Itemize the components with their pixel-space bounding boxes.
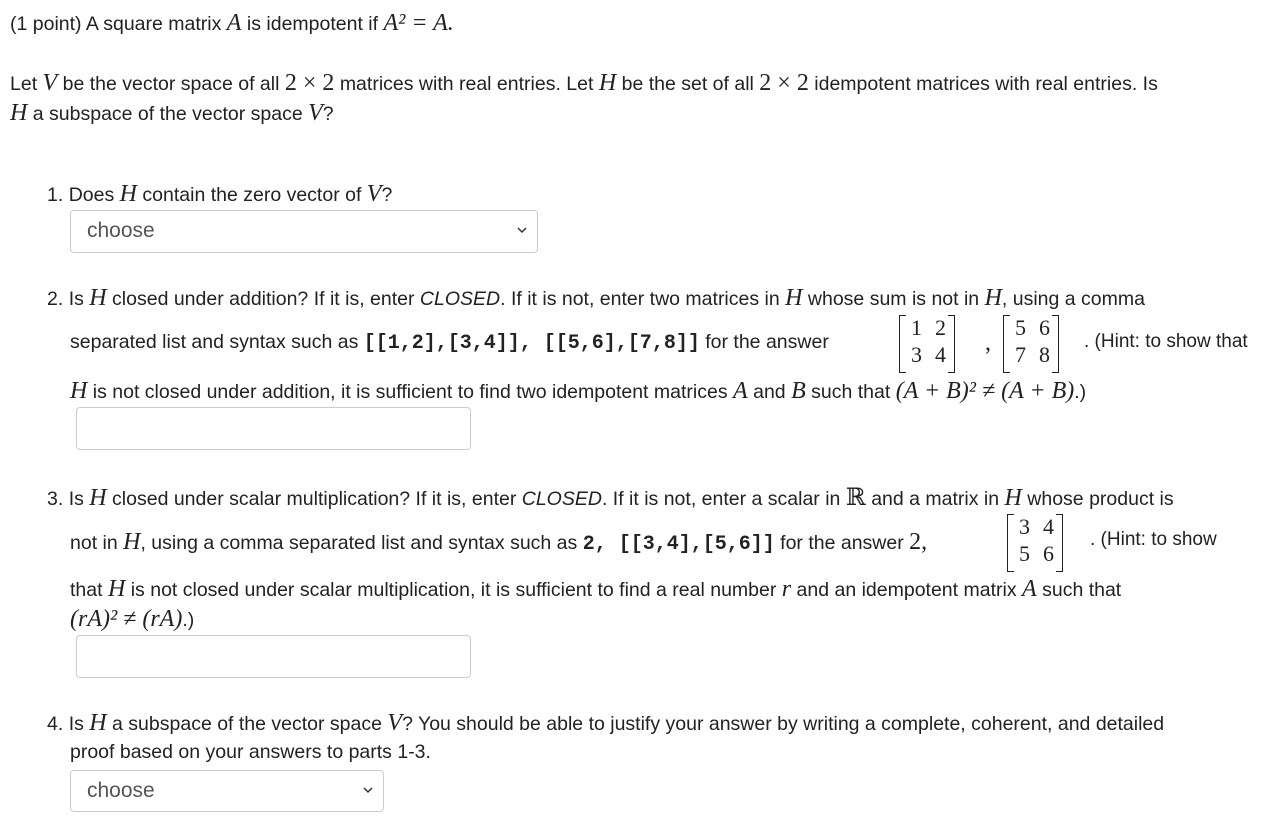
question-mark: ?	[322, 103, 334, 125]
example-matrix-1	[899, 315, 955, 373]
setup-line-1	[10, 70, 1158, 97]
q3-text: for the answer	[780, 532, 904, 554]
definition-text-2: is idempotent if	[246, 13, 379, 35]
question-3-line-1	[47, 483, 1174, 512]
symbol-h: H	[1004, 485, 1022, 511]
syntax-example: [[1,2],[3,4]], [[5,6],[7,8]]	[363, 332, 700, 355]
q2-text: closed under addition? If it is, enter	[112, 288, 415, 310]
question-number: 4.	[47, 713, 64, 735]
dimension-2x2: 2 × 2	[759, 70, 809, 96]
symbol-h: H	[70, 378, 88, 404]
q4-text: a subspace of the vector space	[112, 713, 382, 735]
real-numbers-symbol: ℝ	[845, 485, 866, 511]
symbol-v: V	[366, 181, 382, 207]
symbol-h: H	[123, 529, 141, 555]
question-1-text	[47, 181, 392, 208]
example-matrix-2	[1003, 315, 1059, 373]
matrix-entry: 6	[1039, 315, 1050, 340]
setup-text: Let	[10, 73, 38, 95]
q3-text: and an idempotent matrix	[796, 579, 1017, 601]
question-number: 2.	[47, 288, 64, 310]
example-matrix-3	[1007, 514, 1063, 572]
q2-text: .)	[1074, 381, 1087, 403]
symbol-v: V	[42, 70, 58, 96]
symbol-h: H	[89, 285, 107, 311]
question-2-line-1	[47, 285, 1145, 312]
points-label: (1 point)	[10, 13, 82, 35]
symbol-h: H	[10, 100, 28, 126]
matrix-entry: 3	[1019, 514, 1030, 539]
q2-text: is not closed under addition, it is sufficient to find two idempotent matrices	[92, 381, 728, 403]
setup-line-2	[10, 100, 334, 127]
matrix-entry: 5	[1019, 541, 1030, 566]
q3-text: such that	[1042, 579, 1122, 601]
addition-formula: (A + B)² ≠ (A + B)	[895, 378, 1075, 404]
symbol-h: H	[984, 285, 1002, 311]
scalar-formula: (rA)² ≠ (rA)	[70, 606, 183, 632]
symbol-r: r	[781, 576, 792, 602]
setup-text: be the vector space of all	[62, 73, 280, 95]
setup-text: matrices with real entries. Let	[339, 73, 594, 95]
symbol-h: H	[598, 70, 617, 96]
q3-text: not in	[70, 532, 118, 554]
question-2-line-3	[70, 378, 1086, 405]
symbol-h: H	[89, 485, 107, 511]
matrix-entry: 8	[1039, 342, 1050, 367]
question-3-line-2	[70, 529, 927, 556]
symbol-h: H	[119, 181, 137, 207]
definition-text: A square matrix	[85, 13, 222, 35]
syntax-example: 2, [[3,4],[5,6]]	[582, 533, 775, 556]
symbol-a: A	[733, 378, 748, 404]
matrix-symbol: A	[226, 10, 242, 36]
q2-text: . If it is not, enter two matrices in	[500, 288, 780, 310]
q3-text: and a matrix in	[871, 488, 1000, 510]
q1-text: Does	[68, 184, 115, 206]
q2-text: and	[753, 381, 786, 403]
q2-text: , using a comma	[1001, 288, 1145, 310]
matrix-comma: ,	[985, 330, 991, 356]
closed-keyword: CLOSED	[521, 488, 602, 510]
matrix-entry: 6	[1043, 541, 1054, 566]
q1-select-value: choose	[87, 219, 155, 242]
matrix-entry: 4	[935, 342, 946, 367]
symbol-v: V	[308, 100, 323, 126]
question-3-line-3	[70, 576, 1121, 603]
scalar-example: 2,	[909, 529, 928, 555]
q4-select-value: choose	[87, 779, 155, 802]
q3-hint-start: . (Hint: to show	[1090, 529, 1217, 550]
question-mark: ?	[381, 184, 393, 206]
symbol-h: H	[107, 576, 126, 602]
q4-text: Is	[68, 713, 84, 735]
q3-text: closed under scalar multiplication? If it is, enter	[112, 488, 517, 510]
q1-select[interactable]	[70, 210, 538, 253]
matrix-entry: 7	[1015, 342, 1026, 367]
q2-text: whose sum is not in	[807, 288, 980, 310]
dimension-2x2: 2 × 2	[284, 70, 335, 96]
q3-text: , using a comma separated list and syntax such as	[140, 532, 578, 554]
matrix-entry: 4	[1043, 514, 1054, 539]
symbol-a: A	[1022, 576, 1037, 602]
question-number: 3.	[47, 488, 64, 510]
question-number: 1.	[47, 184, 64, 206]
matrix-entry: 3	[911, 342, 922, 367]
intro-line	[10, 10, 454, 37]
setup-text: a subspace of the vector space	[32, 103, 303, 125]
q4-select[interactable]	[70, 770, 384, 812]
q2-text: separated list and syntax such as	[70, 331, 359, 353]
idempotent-formula: A² = A.	[383, 10, 454, 36]
q2-text: Is	[68, 288, 84, 310]
symbol-v: V	[387, 710, 403, 736]
matrix-entry: 1	[911, 315, 922, 340]
q3-text: whose product is	[1027, 488, 1174, 510]
symbol-h: H	[785, 285, 803, 311]
matrix-entry: 5	[1015, 315, 1026, 340]
question-4-line-1	[47, 710, 1164, 737]
matrix-entry: 2	[935, 315, 946, 340]
question-4-line-2: proof based on your answers to parts 1-3.	[70, 741, 431, 763]
q1-text: contain the zero vector of	[142, 184, 362, 206]
q3-answer-input[interactable]	[76, 635, 471, 678]
q3-text: that	[70, 579, 103, 601]
q2-text: such that	[811, 381, 891, 403]
q3-text: Is	[68, 488, 84, 510]
question-2-line-2	[70, 331, 829, 355]
setup-text: be the set of all	[621, 73, 754, 95]
q4-text: ? You should be able to justify your answer by writing a complete, coherent, and detailed	[402, 713, 1165, 735]
question-3-line-4	[70, 606, 194, 633]
symbol-b: B	[791, 378, 806, 404]
setup-text: idempotent matrices with real entries. Is	[814, 73, 1158, 95]
q3-text: . If it is not, enter a scalar in	[601, 488, 841, 510]
closed-keyword: CLOSED	[419, 288, 501, 310]
symbol-h: H	[89, 710, 107, 736]
q3-text: is not closed under scalar multiplication, it is sufficient to find a real number	[130, 579, 777, 601]
q2-text: for the answer	[705, 331, 829, 353]
q2-answer-input[interactable]	[76, 407, 471, 450]
chevron-down-icon	[517, 225, 527, 235]
q2-hint-start: . (Hint: to show that	[1084, 331, 1248, 352]
q3-text: .)	[182, 609, 195, 631]
chevron-down-icon	[363, 785, 373, 795]
